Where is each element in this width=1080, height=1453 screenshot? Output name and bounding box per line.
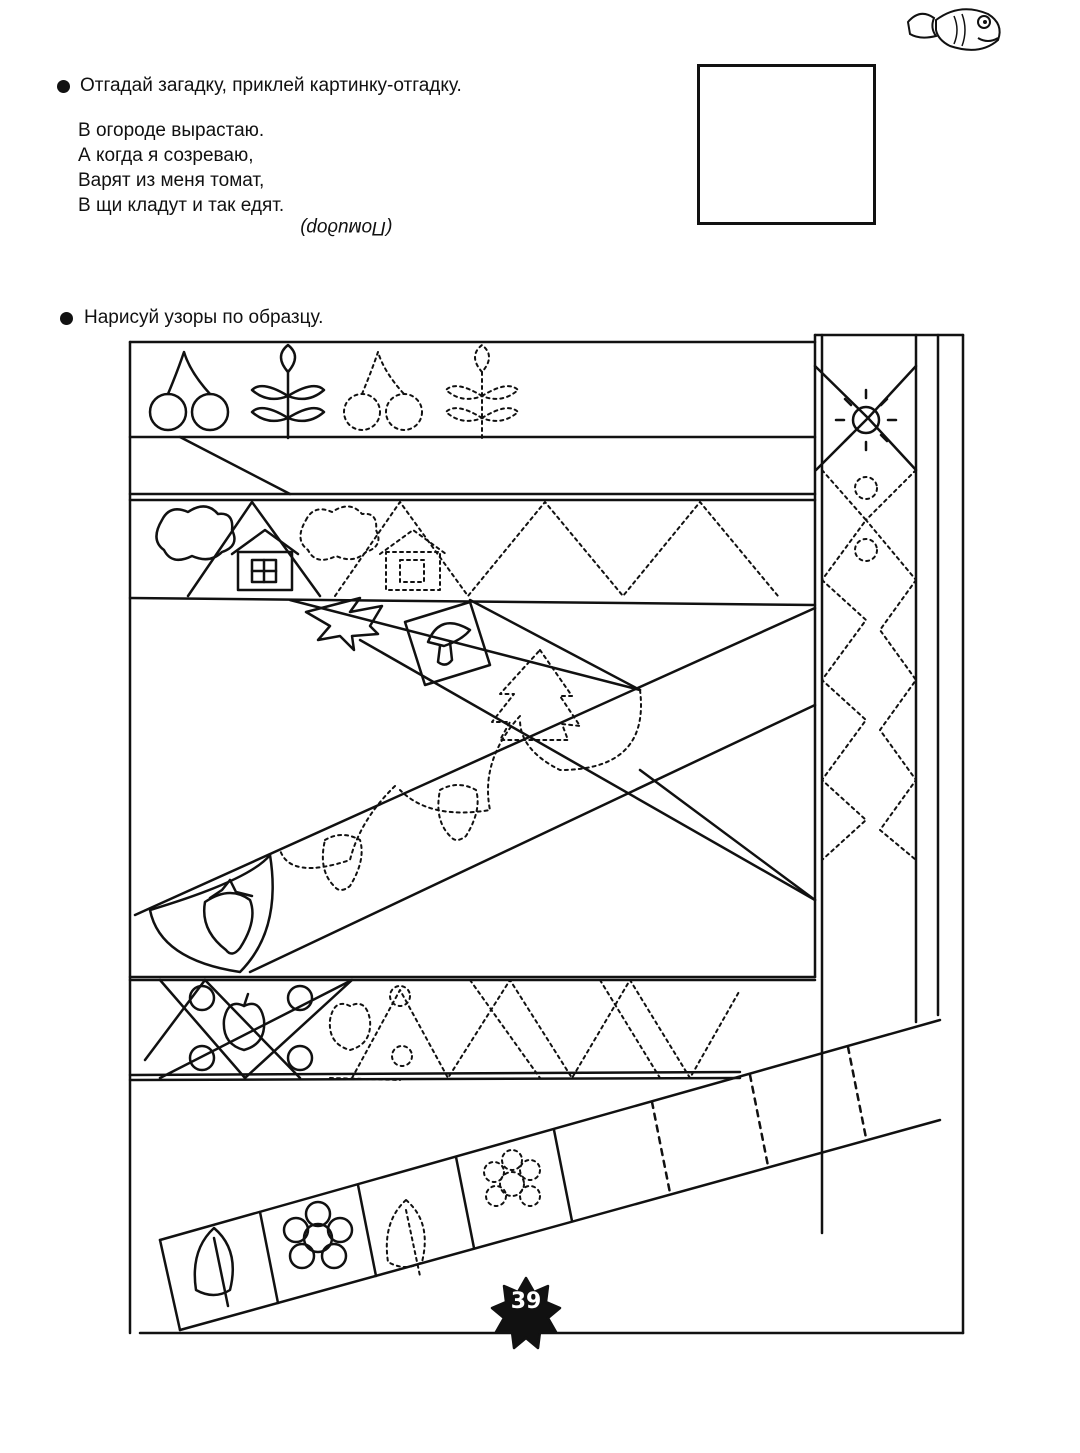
leaf-icon	[195, 1228, 233, 1306]
leaf-icon-dotted	[387, 1200, 425, 1276]
zigzag-dotted	[330, 980, 660, 1080]
cloud-icon	[156, 506, 234, 559]
apple-icon-dotted	[330, 986, 412, 1066]
cherries-icon-dotted	[344, 352, 422, 430]
leaf-branch-icon-dotted	[446, 345, 518, 438]
flower-icon	[284, 1202, 352, 1268]
page-number: 39	[510, 1289, 542, 1314]
leaf-branch-icon	[252, 345, 324, 438]
strawberry-icon-dotted	[280, 690, 641, 890]
zigzag-dotted	[880, 580, 916, 860]
frame-lines	[130, 335, 963, 1333]
diagonal-band-down	[180, 437, 815, 900]
house-icon	[232, 530, 298, 590]
cloud-icon-dotted	[300, 506, 378, 559]
riddle-answer-upside-down: (Помидор)	[300, 217, 393, 238]
riddle-line: Варят из меня томат,	[78, 170, 265, 191]
strawberry-icon	[150, 855, 273, 972]
riddle-line: В огороде вырастаю.	[78, 120, 265, 141]
sun-icon-dotted	[822, 470, 916, 580]
task1-instruction: Отгадай загадку, приклей картинку-отгадку.	[80, 75, 462, 96]
diamond-frame	[815, 366, 916, 470]
zigzag-dotted	[822, 580, 866, 860]
task2-instruction: Нарисуй узоры по образцу.	[84, 307, 324, 328]
flower-icon-dotted	[484, 1150, 540, 1206]
riddle-line: А когда я созреваю,	[78, 145, 254, 166]
cherries-icon	[150, 352, 228, 430]
zigzag-dotted	[335, 502, 778, 596]
riddle-line: В щи кладут и так едят.	[78, 195, 285, 216]
house-icon-dotted	[380, 530, 446, 590]
